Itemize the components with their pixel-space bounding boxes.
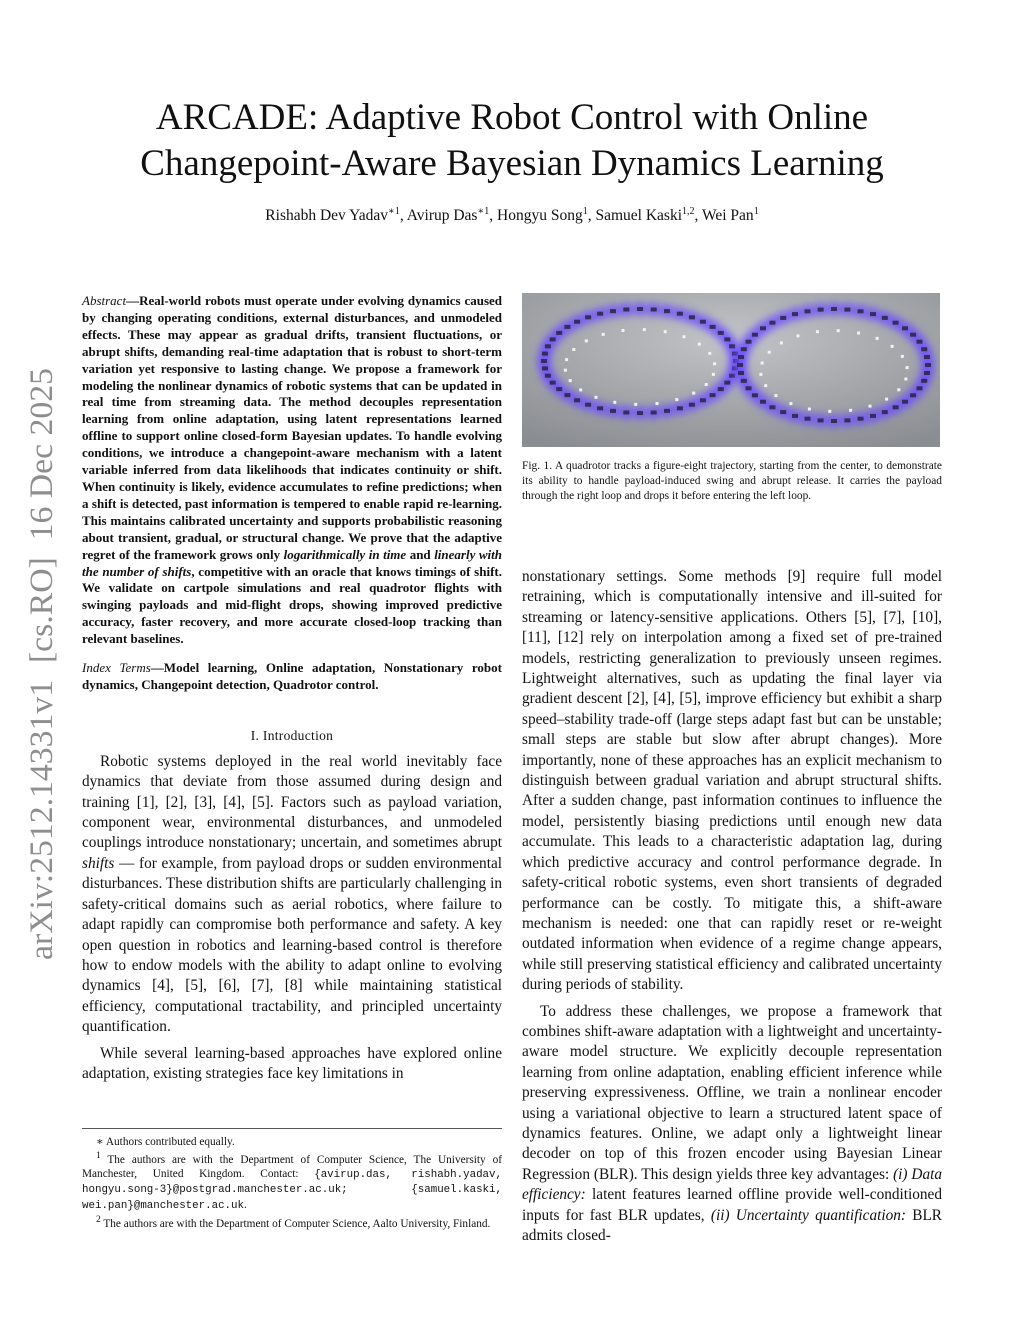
payload-marker xyxy=(708,352,711,355)
drone-body xyxy=(574,398,580,402)
payload-marker xyxy=(585,339,588,342)
drone-body xyxy=(925,363,931,367)
arxiv-identifier-text: arXiv:2512.14331v1 [cs.RO] 16 Dec 2025 xyxy=(24,380,60,960)
footnote-text: The authors are with the Department of Computer Science, Aalto University, Finland. xyxy=(100,1217,491,1230)
payload-marker xyxy=(602,333,605,336)
author-name: Rishabh Dev Yadav xyxy=(265,207,389,225)
drone-body xyxy=(556,387,562,391)
payload-marker xyxy=(808,408,811,411)
drone-body xyxy=(637,307,643,311)
footnote-emails: {avirup.das, rishabh.yadav, hongyu.song-3}@postgrad.manchester.ac.uk; {samuel.kaski, wei.pan}@manchester.ac.uk xyxy=(82,1169,502,1212)
payload-marker xyxy=(759,373,762,376)
drone-body xyxy=(550,381,556,385)
drone-body xyxy=(542,352,548,356)
drone-body xyxy=(769,321,775,325)
footnote-affiliation-1 xyxy=(82,1149,502,1213)
drone-body xyxy=(664,309,670,313)
index-terms xyxy=(82,660,502,694)
drone-body xyxy=(902,400,908,404)
payload-marker xyxy=(664,330,667,333)
abstract-text-2: and xyxy=(406,546,435,562)
index-terms-label: Index Terms xyxy=(82,660,151,676)
payload-marker xyxy=(816,330,819,333)
drone-body xyxy=(610,409,616,413)
payload-marker xyxy=(828,410,831,413)
drone-body xyxy=(870,312,876,316)
drone-body xyxy=(718,387,724,391)
abstract-emphasis-2: linearly with the number of shifts xyxy=(82,546,502,579)
payload-marker xyxy=(774,394,777,397)
drone-body xyxy=(710,325,716,329)
drone-body xyxy=(882,410,888,414)
drone-body xyxy=(741,379,747,383)
drone-body xyxy=(805,309,811,313)
section-heading-introduction: I. Introduction xyxy=(250,727,334,743)
footnote-marker: 2 xyxy=(96,1214,101,1225)
author-name: Hongyu Song xyxy=(497,207,583,225)
footnote-equal-contribution: ∗ Authors contributed equally. xyxy=(96,1136,235,1148)
drone-body xyxy=(844,308,850,312)
drone-body xyxy=(597,312,603,316)
drone-body xyxy=(792,312,798,316)
footnote-text: The authors are with the Department of Computer Science, The University of Manchester, United Kingdom. Contact: xyxy=(82,1153,502,1181)
abstract-text-1: —Real-world robots must operate under evolving dynamics caused by changing operating conditions, external disturbances, and unmodeled effects. These may appear as gradual drifts, transient fluctuations, or abrupt shifts, demanding real-time adaptation that is robust to short-term variation yet responsive to lasting change. We propose a framework for modeling the nonlinear dynamics of robotic systems that can be updated in real time from streaming data. The method decouples representation learning from online adaptation, using latent representations learned offline to support online closed-form Bayesian updates. To handle evolving conditions, we introduce a changepoint-aware mechanism with a latent variable inferred from data likelihoods that indicates continuity or shift. When continuity is likely, evidence accumulates to refine predictions; when a shift is detected, past information is tempered to enable rapid re-learning. This maintains calibrated uncertainty and supports probabilistic reasoning about transient, gradual, or structural change. We prove that the adaptive regret of the framework grows only xyxy=(82,293,502,562)
drone-body xyxy=(651,308,657,312)
drone-body xyxy=(738,371,744,375)
payload-marker xyxy=(643,328,646,331)
payload-marker xyxy=(692,392,695,395)
drone-body xyxy=(917,340,923,344)
author-affiliation: 1 xyxy=(582,206,588,217)
payload-marker xyxy=(780,341,783,344)
author-affiliation: ∗1 xyxy=(477,206,490,217)
drone-body xyxy=(792,414,798,418)
drone-body xyxy=(556,331,562,335)
drone-body xyxy=(729,344,735,348)
drone-body xyxy=(689,315,695,319)
drone-body xyxy=(910,333,916,337)
author-name: Samuel Kaski xyxy=(595,207,682,225)
payload-marker xyxy=(876,337,879,340)
payload-marker xyxy=(891,345,894,348)
drone-body xyxy=(550,337,556,341)
payload-marker xyxy=(613,401,616,404)
drone-body xyxy=(610,309,616,313)
abstract-label: Abstract xyxy=(82,293,127,308)
drone-body xyxy=(574,320,580,324)
drone-body xyxy=(564,325,570,329)
figure-1-image xyxy=(522,293,940,447)
drone-body xyxy=(818,308,824,312)
payload-marker xyxy=(569,379,572,382)
drone-body xyxy=(637,411,643,415)
drone-body xyxy=(921,379,927,383)
figure-eight-drone-photo xyxy=(522,293,940,447)
footnotes xyxy=(82,1128,502,1231)
drone-body xyxy=(597,406,603,410)
arxiv-identifier-stamp xyxy=(10,368,66,960)
intro-p4-text-b: latent features learned offline provide well-conditioned inputs for fast BLR updates, xyxy=(522,1186,942,1224)
right-column-body xyxy=(522,567,942,1246)
intro-p4-emphasis-2: (ii) Uncertainty quantification: xyxy=(710,1206,907,1224)
drone-body xyxy=(623,411,629,415)
drone-body xyxy=(818,418,824,422)
payload-marker xyxy=(622,329,625,332)
payload-marker xyxy=(789,402,792,405)
drone-body xyxy=(831,419,837,423)
payload-marker xyxy=(797,334,800,337)
drone-body xyxy=(585,403,591,407)
drone-body xyxy=(924,371,930,375)
drone-body xyxy=(752,393,758,397)
payload-marker xyxy=(565,358,568,361)
drone-body xyxy=(651,411,657,415)
abstract-emphasis-1: logarithmically in time xyxy=(283,546,407,562)
drone-body xyxy=(724,381,730,385)
paper-title xyxy=(60,95,964,187)
payload-marker xyxy=(572,348,575,351)
payload-marker xyxy=(904,378,907,381)
drone-body xyxy=(623,308,629,312)
payload-marker xyxy=(683,335,686,338)
drone-body xyxy=(700,320,706,324)
drone-body xyxy=(585,315,591,319)
footnote-affiliation-2 xyxy=(82,1213,502,1231)
payload-marker xyxy=(869,405,872,408)
drone-body xyxy=(542,366,548,370)
drone-body xyxy=(746,340,752,344)
author-name: Avirup Das xyxy=(406,207,478,225)
right-column-figure xyxy=(522,293,942,505)
payload-marker xyxy=(656,402,659,405)
drone-body xyxy=(780,410,786,414)
figure-1-caption: Fig. 1. A quadrotor tracks a figure-eight trajectory, starting from the center, to demonstrate its ability to handle payload-induced swing and abrupt release. It carries the payload through the right loop and drops it before entering the left loop. xyxy=(522,460,942,503)
drone-body xyxy=(677,312,683,316)
footnote-marker: 1 xyxy=(96,1151,101,1162)
drone-body xyxy=(737,363,743,367)
drone-body xyxy=(724,337,730,341)
drone-body xyxy=(545,374,551,378)
drone-body xyxy=(893,321,899,325)
author-affiliation: ∗1 xyxy=(388,206,400,217)
drone-body xyxy=(677,406,683,410)
intro-paragraph-2: While several learning-based approaches have explored online adaptation, existing strategies face key limitations in xyxy=(82,1044,502,1082)
drone-body xyxy=(858,417,864,421)
intro-paragraph-3: nonstationary settings. Some methods [9] require full model retraining, which is computationally intensive and ill-suited for streaming or latency-sensitive applications. Others [5], [7], [10], [11], [12] rely on interpolation among a fixed set of pre-trained models, restricting generalization to previously unseen regimes. Lightweight alternatives, such as updating the final layer via gradient descent [2], [4], [5], improve efficiency but exhibit a sharp speed–stability trade-off (large steps adapt fast but can be unstable; small steps are stable but slow after abrupt changes). More importantly, none of these approaches has an explicit mechanism to distinguish between gradual variation and abrupt structural shifts. After a sudden change, past information continues to influence the model, persistently biasing predictions until enough new data accumulate. This leads to a characteristic adaptation lag, during which predictive accuracy and control performance degrade. In safety-critical robotic systems, even short transients of degraded performance can be costly. To mitigate this, a shift-aware mechanism is needed: one that can rapidly reset or re-weight outdated information when evidence of a regime change appears, while still preserving statistical efficiency and calibrated uncertainty during periods of stability. xyxy=(522,568,942,994)
payload-marker xyxy=(885,398,888,401)
payload-marker xyxy=(713,362,716,365)
payload-marker xyxy=(901,355,904,358)
drone-body xyxy=(780,316,786,320)
intro-p1-emphasis: shifts xyxy=(82,854,115,872)
intro-p1-text-a: Robotic systems deployed in the real world inevitably face dynamics that deviate from those assumed during design and training [1], [2], [3], [4], [5]. Factors such as payload variation, component wear, environmental disturbances, and unmodeled couplings introduce nonstationary; uncertain, and sometimes abrupt xyxy=(82,752,502,852)
intro-p1-text-b: — for example, from payload drops or sudden environmental disturbances. These distribution shifts are particularly challenging in safety-critical domains such as aerial robotics, where failure to adapt rapidly can compromise both performance and safety. A key open question in robotics and learning-based control is therefore how to endow models with the ability to adapt online to evolving dynamics [4], [5], [6], [7], [8] while maintaining statistical efficiency, computational tractability, and principled uncertainty quantification. xyxy=(82,854,502,1036)
payload-marker xyxy=(595,396,598,399)
footnote-text-end: . xyxy=(243,1198,247,1211)
drone-body xyxy=(910,393,916,397)
author-list: Rishabh Dev Yadav$^{∗1}$, Avirup Das$^{∗1}$, Hongyu Song$^1$, Samuel Kaski$^{1,2}$, Wei Pan$^1$ xyxy=(265,206,759,225)
payload-marker xyxy=(849,409,852,412)
intro-p4-text-a: To address these challenges, we propose a framework that combines shift-aware adaptation with a lightweight and uncertainty-aware model structure. We explicitly decouple representation learning from online adaptation, enabling efficient inference while preserving expressiveness. Offline, we train a nonlinear encoder using a variational objective to learn a structured latent space of dynamics features. Online, we adapt only a lightweight linear decoder on top of this frozen encoder using Bayesian Linear Regression (BLR). This design yields three key advantages: xyxy=(522,1002,942,1183)
drone-body xyxy=(805,417,811,421)
intro-paragraph-1 xyxy=(82,752,502,1038)
payload-marker xyxy=(897,388,900,391)
payload-marker xyxy=(712,373,715,376)
drone-body xyxy=(858,309,864,313)
drone-body xyxy=(741,347,747,351)
payload-marker xyxy=(857,332,860,335)
payload-marker xyxy=(705,383,708,386)
payload-marker xyxy=(579,388,582,391)
drone-body xyxy=(541,359,547,363)
drone-body xyxy=(689,403,695,407)
payload-marker xyxy=(768,351,771,354)
intro-paragraph-4 xyxy=(522,1002,942,1247)
drone-body xyxy=(545,344,551,348)
intro-p4-text-c: BLR admits closed- xyxy=(522,1206,943,1244)
drone-body xyxy=(564,393,570,397)
title-line-2: Changepoint-Aware Bayesian Dynamics Learning xyxy=(140,143,884,184)
drone-body xyxy=(752,333,758,337)
drone-body xyxy=(760,400,766,404)
left-column xyxy=(82,293,502,1084)
author-affiliation: 1,2 xyxy=(682,206,695,217)
drone-body xyxy=(882,316,888,320)
abstract xyxy=(82,293,502,648)
author-name: Wei Pan xyxy=(701,207,754,225)
drone-body xyxy=(870,414,876,418)
title-line-1: ARCADE: Adaptive Robot Control with Online xyxy=(155,97,869,138)
author-affiliation: 1 xyxy=(753,206,759,217)
payload-marker xyxy=(698,343,701,346)
payload-marker xyxy=(634,403,637,406)
drone-body xyxy=(718,331,724,335)
index-terms-text: —Model learning, Online adaptation, Nonstationary robot dynamics, Changepoint detection, Quadrotor control. xyxy=(82,660,502,692)
drone-body xyxy=(902,326,908,330)
payload-marker xyxy=(906,366,909,369)
drone-body xyxy=(738,355,744,359)
drone-body xyxy=(917,386,923,390)
payload-marker xyxy=(764,384,767,387)
drone-body xyxy=(769,405,775,409)
drone-body xyxy=(924,355,930,359)
drone-body xyxy=(831,307,837,311)
drone-body xyxy=(760,326,766,330)
payload-marker xyxy=(675,398,678,401)
payload-marker xyxy=(761,362,764,365)
drone-body xyxy=(664,409,670,413)
intro-p4-emphasis-1: (i) Data efficiency: xyxy=(522,1165,942,1204)
abstract-text-3: , competitive with an oracle that knows timings of shift. We validate on cartpole simulations and real quadrotor flights with swinging payloads and mid-flight drops, showing improved predictive accuracy, faster recovery, and more accurate closed-loop tracking than relevant baselines. xyxy=(82,563,502,647)
payload-marker xyxy=(837,329,840,332)
drone-body xyxy=(746,386,752,390)
drone-body xyxy=(844,418,850,422)
drone-body xyxy=(700,398,706,402)
drone-body xyxy=(893,405,899,409)
drone-body xyxy=(921,347,927,351)
payload-marker xyxy=(564,369,567,372)
drone-body xyxy=(710,393,716,397)
